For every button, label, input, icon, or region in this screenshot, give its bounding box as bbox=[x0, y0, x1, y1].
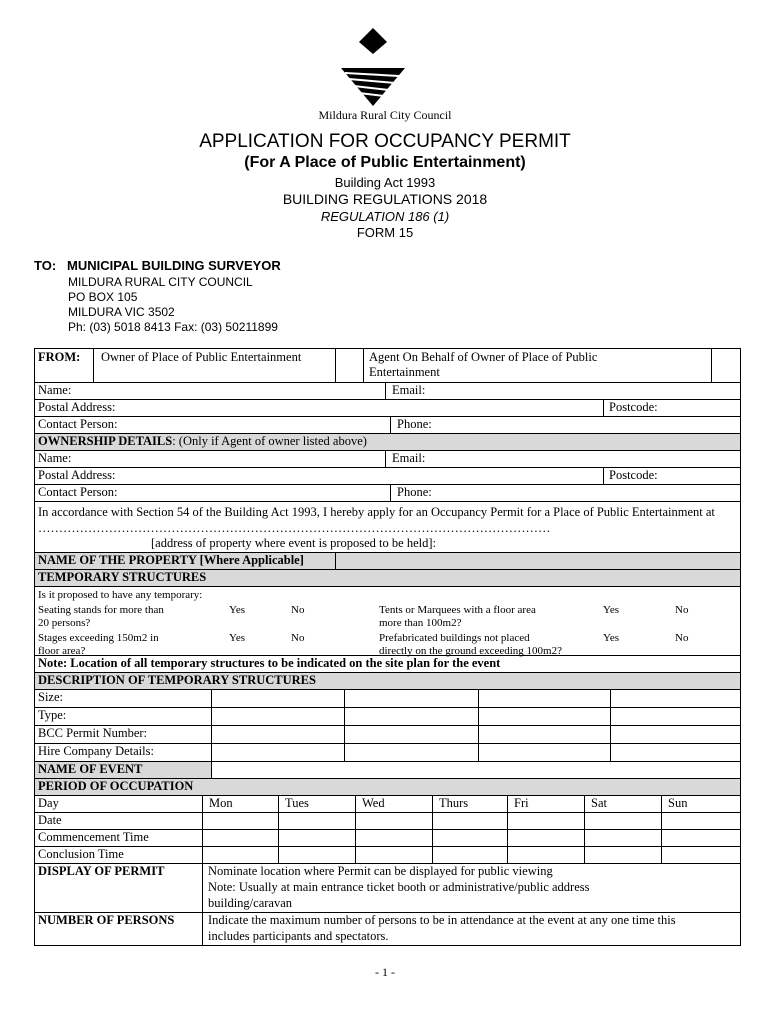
temporary-intro: Is it proposed to have any temporary: bbox=[38, 589, 203, 601]
commencement-row[interactable] bbox=[35, 830, 740, 847]
name-label: Name: bbox=[38, 383, 72, 397]
structure-row[interactable] bbox=[35, 690, 740, 708]
council-name: Mildura Rural City Council bbox=[318, 108, 452, 122]
act-reference: Building Act 1993 bbox=[334, 175, 436, 190]
property-name-row[interactable] bbox=[35, 553, 740, 570]
phone-label: Phone: bbox=[397, 417, 432, 431]
page-subtitle: (For A Place of Public Entertainment) bbox=[244, 154, 526, 171]
seating-no[interactable]: No bbox=[291, 604, 305, 616]
declaration-row[interactable] bbox=[35, 502, 740, 553]
prefab-question: Prefabricated buildings not placed bbox=[379, 632, 530, 644]
postcode-label: Postcode: bbox=[609, 400, 658, 414]
council-logo bbox=[339, 26, 407, 108]
days-row bbox=[35, 796, 740, 813]
ownership-heading: OWNERSHIP DETAILS bbox=[38, 434, 173, 448]
temporary-questions bbox=[35, 587, 740, 656]
day-header: Tues bbox=[285, 796, 309, 810]
temporary-structures-heading: TEMPORARY STRUCTURES bbox=[38, 570, 207, 584]
applicant-contact-row[interactable] bbox=[35, 417, 740, 434]
day-header: Thurs bbox=[439, 796, 469, 810]
tents-no[interactable]: No bbox=[675, 604, 689, 616]
display-permit-line: Nominate location where Permit can be displayed for public viewing bbox=[208, 864, 553, 878]
email-label: Email: bbox=[392, 451, 426, 465]
ownership-note: : (Only if Agent of owner listed above) bbox=[172, 434, 367, 448]
phone-label: Phone: bbox=[397, 485, 432, 499]
application-form bbox=[34, 348, 741, 946]
description-heading-row bbox=[35, 673, 740, 690]
agent-option-label: Agent On Behalf of Owner of Place of Public Entertainment bbox=[369, 350, 598, 379]
regulations: BUILDING REGULATIONS 2018 bbox=[282, 191, 488, 207]
applicant-name-row[interactable] bbox=[35, 383, 740, 400]
name-label: Name: bbox=[38, 451, 72, 465]
seating-question: Seating stands for more than bbox=[38, 604, 164, 616]
address-line: MILDURA VIC 3502 bbox=[68, 305, 175, 319]
structure-row[interactable] bbox=[35, 744, 740, 762]
location-note: Note: Location of all temporary structures to be indicated on the site plan for the event bbox=[38, 656, 501, 670]
tents-question: Tents or Marquees with a floor area bbox=[379, 604, 536, 616]
declaration-text: In accordance with Section 54 of the Building Act 1993, I hereby apply for an Occupancy Permit for a Place of Public Entertainment at …………………………………………………………………………………………………………… bbox=[38, 505, 715, 535]
recipient-heading bbox=[34, 258, 281, 273]
tents-question-cont: more than 100m2? bbox=[379, 617, 462, 629]
prefab-question-cont: directly on the ground exceeding 100m2? bbox=[379, 645, 562, 657]
structure-row[interactable] bbox=[35, 726, 740, 744]
structure-row-label: Hire Company Details: bbox=[38, 744, 154, 758]
period-heading: PERIOD OF OCCUPATION bbox=[38, 779, 194, 793]
prefab-yes[interactable]: Yes bbox=[603, 632, 620, 644]
number-persons-row[interactable] bbox=[35, 913, 740, 945]
structure-row[interactable] bbox=[35, 708, 740, 726]
period-row-label: Commencement Time bbox=[38, 830, 149, 844]
stages-question-cont: floor area? bbox=[38, 645, 86, 657]
period-row-label: Date bbox=[38, 813, 62, 827]
email-label: Email: bbox=[392, 383, 426, 397]
recipient: MUNICIPAL BUILDING SURVEYOR bbox=[67, 258, 281, 273]
day-header: Fri bbox=[514, 796, 529, 810]
agent-checkbox[interactable] bbox=[712, 350, 739, 381]
location-note-row bbox=[35, 656, 740, 673]
owner-checkbox[interactable] bbox=[336, 350, 362, 381]
date-row[interactable] bbox=[35, 813, 740, 830]
applicant-address-row[interactable] bbox=[35, 400, 740, 417]
postcode-label: Postcode: bbox=[609, 468, 658, 482]
page-title: APPLICATION FOR OCCUPANCY PERMIT bbox=[199, 131, 571, 152]
day-header: Mon bbox=[209, 796, 233, 810]
display-permit-line: building/caravan bbox=[208, 896, 292, 910]
structure-row-label: Type: bbox=[38, 708, 67, 722]
description-heading: DESCRIPTION OF TEMPORARY STRUCTURES bbox=[38, 673, 316, 687]
number-persons-label: NUMBER OF PERSONS bbox=[38, 913, 175, 927]
stages-yes[interactable]: Yes bbox=[229, 632, 246, 644]
owner-name-row[interactable] bbox=[35, 451, 740, 468]
page-number: - 1 - bbox=[375, 965, 395, 979]
contact-person-label: Contact Person: bbox=[38, 485, 118, 499]
from-row bbox=[35, 349, 740, 383]
from-label: FROM: bbox=[38, 350, 81, 364]
display-permit-row[interactable] bbox=[35, 864, 740, 913]
postal-address-label: Postal Address: bbox=[38, 400, 116, 414]
regulation-ref: REGULATION 186 (1) bbox=[320, 209, 450, 224]
address-line: MILDURA RURAL CITY COUNCIL bbox=[68, 275, 253, 289]
ownership-heading-row bbox=[35, 434, 740, 451]
property-name-heading: NAME OF THE PROPERTY [Where Applicable] bbox=[38, 553, 304, 567]
structure-row-label: Size: bbox=[38, 690, 63, 704]
display-permit-label: DISPLAY OF PERMIT bbox=[38, 864, 165, 878]
seating-question-cont: 20 persons? bbox=[38, 617, 91, 629]
day-label: Day bbox=[38, 796, 59, 810]
period-heading-row bbox=[35, 779, 740, 796]
day-header: Sat bbox=[591, 796, 607, 810]
display-permit-line: Note: Usually at main entrance ticket booth or administrative/public address bbox=[208, 880, 590, 894]
seating-yes[interactable]: Yes bbox=[229, 604, 246, 616]
address-line: Ph: (03) 5018 8413 Fax: (03) 50211899 bbox=[68, 320, 278, 334]
contact-person-label: Contact Person: bbox=[38, 417, 118, 431]
owner-contact-row[interactable] bbox=[35, 485, 740, 502]
day-header: Wed bbox=[362, 796, 385, 810]
stages-no[interactable]: No bbox=[291, 632, 305, 644]
owner-address-row[interactable] bbox=[35, 468, 740, 485]
day-header: Sun bbox=[668, 796, 688, 810]
temporary-structures-row bbox=[35, 570, 740, 587]
structure-row-label: BCC Permit Number: bbox=[38, 726, 148, 740]
owner-option-label: Owner of Place of Public Entertainment bbox=[101, 350, 302, 364]
number-persons-line: includes participants and spectators. bbox=[208, 929, 389, 943]
postal-address-label: Postal Address: bbox=[38, 468, 116, 482]
address-line: PO BOX 105 bbox=[68, 290, 138, 304]
form-number: FORM 15 bbox=[356, 225, 414, 240]
conclusion-row[interactable] bbox=[35, 847, 740, 864]
to-label: TO: bbox=[34, 258, 57, 273]
stages-question: Stages exceeding 150m2 in bbox=[38, 632, 159, 644]
number-persons-line: Indicate the maximum number of persons to be in attendance at the event at any one time this bbox=[208, 913, 676, 927]
prefab-no[interactable]: No bbox=[675, 632, 689, 644]
event-name-row[interactable] bbox=[35, 762, 740, 779]
address-caption: [address of property where event is proposed to be held]: bbox=[151, 536, 436, 550]
tents-yes[interactable]: Yes bbox=[603, 604, 620, 616]
event-name-heading: NAME OF EVENT bbox=[35, 762, 211, 778]
period-row-label: Conclusion Time bbox=[38, 847, 124, 861]
